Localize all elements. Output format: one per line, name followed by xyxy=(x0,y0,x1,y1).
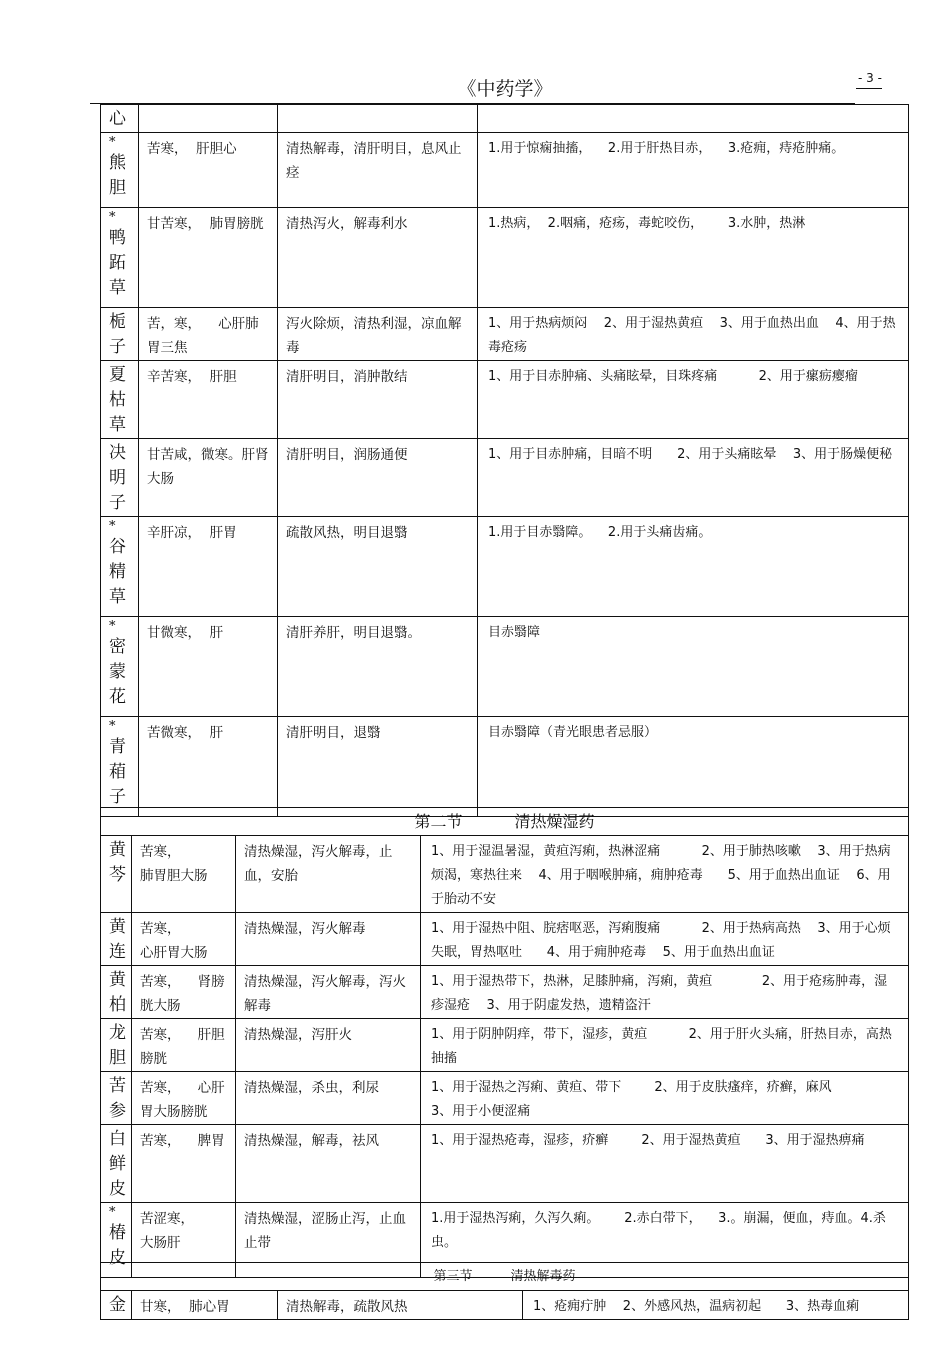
herb-name-cell xyxy=(101,1019,132,1072)
herb-property-cell xyxy=(132,1072,236,1125)
herb-effect: 清热解毒，清肝明目，息风止痉 xyxy=(286,141,462,181)
herb-usage: 1.用于惊痫抽搐， 2.用于肝热目赤， 3.疮痈，痔疮肿痛。 xyxy=(488,141,845,156)
herb-table-section-2 xyxy=(100,807,909,1278)
herb-usage: 1、用于热病烦闷 2、用于湿热黄疸 3、用于血热出血 4、用于热毒疮疡 xyxy=(488,316,896,355)
herb-effect-cell xyxy=(278,517,478,617)
herb-property-cell xyxy=(132,913,236,966)
herb-usage-cell xyxy=(523,1291,909,1320)
section-3-title: 清热解毒药 xyxy=(510,1269,576,1284)
herb-name: 决 明 子 xyxy=(109,443,126,513)
herb-usage-cell xyxy=(478,717,909,817)
herb-usage: 1、用于目赤肿痛，目暗不明 2、用于头痛眩晕 3、用于肠燥便秘 xyxy=(488,447,893,462)
herb-name-cell xyxy=(101,913,132,966)
herb-name: 黄 连 xyxy=(109,917,126,962)
herb-row xyxy=(101,439,909,517)
herb-name-cell xyxy=(101,1125,132,1203)
herb-usage-cell xyxy=(478,439,909,517)
herb-property-cell xyxy=(139,439,278,517)
herb-name: 白 鲜 皮 xyxy=(109,1129,126,1199)
herb-name: 金 xyxy=(109,1295,126,1315)
herb-name-cell xyxy=(101,105,139,133)
page-title: 《中药学》 xyxy=(457,78,553,100)
herb-row xyxy=(101,1019,909,1072)
herb-row xyxy=(101,208,909,308)
herb-row xyxy=(101,361,909,439)
herb-property: 苦，寒， 心肝肺胃三焦 xyxy=(147,316,259,356)
herb-name-cell xyxy=(101,717,139,817)
herb-effect-cell xyxy=(236,966,421,1019)
herb-row xyxy=(101,617,909,717)
herb-usage: 1、用于目赤肿痛、头痛眩晕，目珠疼痛 2、用于瘰疬瘿瘤 xyxy=(488,369,858,384)
key-herb-marker: * xyxy=(109,619,116,634)
herb-effect-cell xyxy=(236,836,421,913)
herb-property-cell xyxy=(139,517,278,617)
section-2-title: 清热燥湿药 xyxy=(514,812,595,831)
page-number: - 3 - xyxy=(858,71,882,85)
herb-property: 苦寒， 肝胆膀胱 xyxy=(140,1027,225,1067)
herb-name: 夏 枯 草 xyxy=(109,365,126,435)
herb-effect: 清热燥湿，泻火解毒，止血，安胎 xyxy=(244,844,393,884)
herb-effect-cell xyxy=(278,717,478,817)
herb-effect: 清肝养肝，明目退翳。 xyxy=(286,625,421,641)
herb-usage-cell xyxy=(478,517,909,617)
herb-property: 甘苦寒， 肺胃膀胱 xyxy=(147,216,264,232)
herb-effect-cell xyxy=(236,1072,421,1125)
herb-usage-cell xyxy=(421,1125,909,1203)
herb-usage-cell xyxy=(421,836,909,913)
herb-name: 苦 参 xyxy=(109,1076,126,1121)
herb-usage-cell xyxy=(421,1019,909,1072)
herb-usage-cell xyxy=(478,361,909,439)
herb-row xyxy=(101,133,909,208)
herb-row xyxy=(101,1072,909,1125)
section-3-number: 第三节 xyxy=(433,1269,473,1284)
key-herb-marker: * xyxy=(109,519,116,534)
herb-effect-cell xyxy=(236,1019,421,1072)
herb-property: 苦寒， 心肝胃大肠 xyxy=(140,921,208,961)
herb-usage-cell xyxy=(421,1072,909,1125)
herb-effect-cell xyxy=(236,1125,421,1203)
herb-effect-cell xyxy=(278,617,478,717)
herb-effect: 泻火除烦，清热利湿，凉血解毒 xyxy=(286,316,462,356)
herb-name-cell xyxy=(101,617,139,717)
herb-usage: 目赤翳障（青光眼患者忌服） xyxy=(488,725,658,740)
herb-row xyxy=(101,105,909,133)
herb-property-cell xyxy=(132,1291,278,1320)
herb-effect: 疏散风热，明目退翳 xyxy=(286,525,408,541)
section-2-number: 第二节 xyxy=(414,812,463,831)
herb-effect: 清热泻火，解毒利水 xyxy=(286,216,408,232)
herb-name: 龙 胆 xyxy=(109,1023,126,1068)
herb-row xyxy=(101,1291,909,1320)
herb-table-section-3 xyxy=(100,1262,909,1320)
herb-usage-cell xyxy=(478,308,909,361)
herb-property-cell xyxy=(132,966,236,1019)
herb-row xyxy=(101,966,909,1019)
herb-usage-cell xyxy=(478,133,909,208)
herb-property: 甘苦咸，微寒。肝肾大肠 xyxy=(147,447,269,487)
herb-row xyxy=(101,913,909,966)
herb-property-cell xyxy=(132,1125,236,1203)
herb-name: 栀 子 xyxy=(109,312,126,357)
herb-usage-cell xyxy=(478,105,909,133)
herb-effect: 清热解毒，疏散风热 xyxy=(286,1299,408,1315)
herb-property-cell xyxy=(139,717,278,817)
herb-effect: 清热燥湿，泻肝火 xyxy=(244,1027,352,1043)
herb-property: 苦寒， 脾胃 xyxy=(140,1133,225,1149)
key-herb-marker: * xyxy=(109,1205,116,1220)
herb-name: 椿 皮 xyxy=(109,1223,126,1268)
herb-name-cell xyxy=(101,133,139,208)
herb-property-cell xyxy=(139,308,278,361)
herb-effect: 清热燥湿，泻火解毒，泻火解毒 xyxy=(244,974,406,1014)
herb-usage: 1、用于湿热之泻痢、黄疸、带下 2、用于皮肤瘙痒，疥癣，麻风 3、用于小便涩痛 xyxy=(431,1080,832,1119)
herb-property: 苦涩寒， 大肠肝 xyxy=(140,1211,229,1251)
herb-property: 苦微寒， 肝 xyxy=(147,725,224,741)
herb-effect: 清肝明目，退翳 xyxy=(286,725,381,741)
herb-property: 辛肝凉， 肝胃 xyxy=(147,525,237,541)
herb-name: 青 葙 子 xyxy=(109,737,126,807)
key-herb-marker: * xyxy=(109,719,116,734)
herb-property: 苦寒， 肾膀胱大肠 xyxy=(140,974,225,1014)
herb-name: 黄 柏 xyxy=(109,970,126,1015)
herb-name-cell xyxy=(101,517,139,617)
herb-property: 苦寒， 肺胃胆大肠 xyxy=(140,844,208,884)
herb-property-cell xyxy=(139,617,278,717)
herb-row xyxy=(101,717,909,817)
herb-property: 甘寒， 肺心胃 xyxy=(140,1299,230,1315)
herb-name-cell xyxy=(101,439,139,517)
herb-usage: 目赤翳障 xyxy=(488,625,541,640)
herb-effect-cell xyxy=(278,1291,523,1320)
herb-usage: 1、用于湿热带下，热淋，足膝肿痛，泻痢，黄疸 2、用于疮疡肿毒，湿疹湿疮 3、用于阴虚发热，遗精盗汗 xyxy=(431,974,888,1013)
herb-table-section-1 xyxy=(100,104,909,817)
page-number-underline xyxy=(856,88,882,89)
herb-usage: 1、疮痈疔肿 2、外感风热，温病初起 3、热毒血痢 xyxy=(533,1299,860,1314)
herb-name-cell xyxy=(101,1072,132,1125)
section-2-heading xyxy=(101,808,909,836)
herb-usage: 1、用于湿温暑湿，黄疸泻痢，热淋涩痛 2、用于肺热咳嗽 3、用于热病烦渴，寒热往来 4、用于咽喉肿痛，痈肿疮毒 5、用于血热出血证 6、用于胎动不安 xyxy=(431,844,891,907)
herb-row xyxy=(101,517,909,617)
herb-name-cell xyxy=(101,836,132,913)
herb-name: 心 xyxy=(109,109,126,129)
herb-effect: 清热燥湿，解毒，祛风 xyxy=(244,1133,379,1149)
herb-usage: 1.热病， 2.咽痛，疮疡，毒蛇咬伤， 3.水肿，热淋 xyxy=(488,216,806,231)
herb-effect-cell xyxy=(278,439,478,517)
key-herb-marker: * xyxy=(109,135,116,150)
herb-property-cell xyxy=(139,133,278,208)
herb-effect-cell xyxy=(278,361,478,439)
herb-row xyxy=(101,308,909,361)
herb-usage: 1、用于阴肿阴痒，带下，湿疹，黄疸 2、用于肝火头痛，肝热目赤，高热抽搐 xyxy=(431,1027,892,1066)
herb-property-cell xyxy=(132,836,236,913)
herb-usage-cell xyxy=(421,913,909,966)
herb-usage: 1.用于湿热泻痢，久泻久痢。 2.赤白带下， 3.。崩漏，便血，痔血。4.杀虫。 xyxy=(431,1211,886,1250)
section-3-heading xyxy=(101,1263,909,1291)
herb-name-cell xyxy=(101,308,139,361)
herb-effect-cell xyxy=(278,308,478,361)
herb-effect: 清热燥湿，泻火解毒 xyxy=(244,921,366,937)
herb-usage-cell xyxy=(421,966,909,1019)
herb-effect: 清热燥湿，杀虫，利尿 xyxy=(244,1080,379,1096)
herb-property-cell xyxy=(139,208,278,308)
herb-property: 甘微寒， 肝 xyxy=(147,625,224,641)
herb-effect-cell xyxy=(278,105,478,133)
key-herb-marker: * xyxy=(109,210,116,225)
herb-property: 苦寒， 心肝胃大肠膀胱 xyxy=(140,1080,225,1120)
herb-usage: 1.用于目赤翳障。 2.用于头痛齿痛。 xyxy=(488,525,712,540)
herb-name-cell xyxy=(101,1291,132,1320)
herb-effect-cell xyxy=(236,913,421,966)
herb-name-cell xyxy=(101,361,139,439)
herb-effect: 清肝明目，润肠通便 xyxy=(286,447,408,463)
herb-usage-cell xyxy=(478,208,909,308)
herb-property-cell xyxy=(139,361,278,439)
herb-effect-cell xyxy=(278,208,478,308)
herb-effect: 清肝明目，消肿散结 xyxy=(286,369,408,385)
herb-name: 密 蒙 花 xyxy=(109,637,126,707)
herb-property: 苦寒， 肝胆心 xyxy=(147,141,237,157)
herb-property: 辛苦寒， 肝胆 xyxy=(147,369,237,385)
herb-usage: 1、用于湿热中阻、脘痞呕恶，泻痢腹痛 2、用于热病高热 3、用于心烦失眠，胃热呕吐 4、用于痈肿疮毒 5、用于血热出血证 xyxy=(431,921,891,960)
herb-usage: 1、用于湿热疮毒，湿疹，疥癣 2、用于湿热黄疸 3、用于湿热痹痛 xyxy=(431,1133,865,1148)
herb-property-cell xyxy=(132,1019,236,1072)
herb-usage-cell xyxy=(478,617,909,717)
herb-name: 熊 胆 xyxy=(109,153,126,198)
herb-property-cell xyxy=(139,105,278,133)
herb-name: 鸭 跖 草 xyxy=(109,228,126,298)
herb-name-cell xyxy=(101,966,132,1019)
herb-effect: 清热燥湿，涩肠止泻，止血止带 xyxy=(244,1211,406,1251)
herb-name: 黄 芩 xyxy=(109,840,126,885)
herb-name-cell xyxy=(101,208,139,308)
herb-effect-cell xyxy=(278,133,478,208)
herb-name: 谷 精 草 xyxy=(109,537,126,607)
herb-row xyxy=(101,836,909,913)
herb-row xyxy=(101,1125,909,1203)
